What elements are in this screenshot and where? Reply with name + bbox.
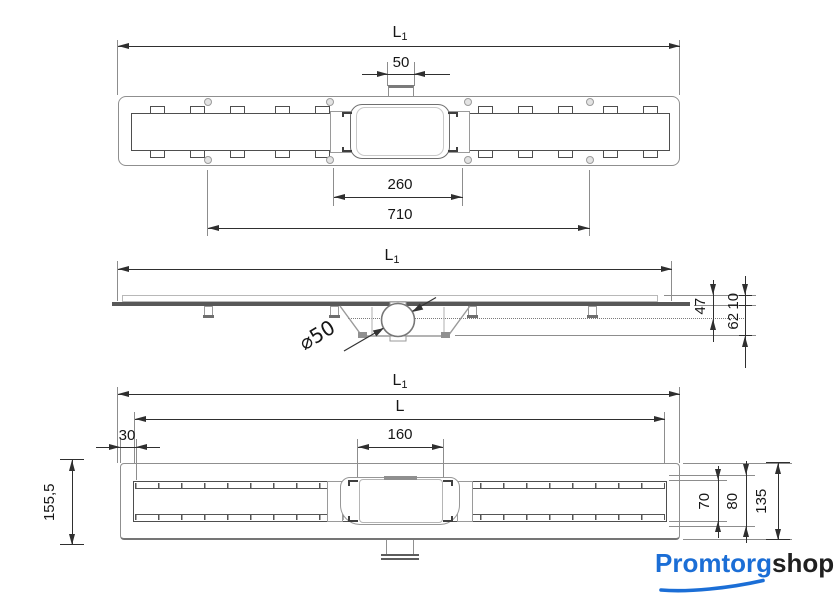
outlet-stub-bottom (386, 540, 414, 555)
clip (150, 106, 165, 114)
logo-swoosh (658, 578, 766, 594)
arrowhead (710, 319, 716, 330)
arrowhead (742, 284, 748, 295)
dim-l1-bottom (360, 372, 440, 391)
dim-l1-top (360, 24, 440, 43)
dimension-tick (739, 335, 752, 336)
dim-160: 160 (387, 426, 413, 443)
clamp-foot (358, 332, 367, 338)
extension-line (462, 168, 463, 206)
dim-l1-base: L (392, 24, 402, 41)
channel-left (131, 113, 343, 151)
foot-base (203, 315, 214, 318)
clip (230, 150, 245, 158)
dim-diameter-50: ⌀50 (294, 315, 340, 355)
dimension-line (72, 460, 73, 545)
arrowhead (743, 526, 749, 537)
siphon-housing-inner (356, 107, 444, 156)
clip (603, 106, 618, 114)
dim-l1-base: L (392, 372, 402, 389)
screw-hole (586, 156, 594, 164)
arrowhead (715, 469, 721, 480)
dimension-line (208, 228, 590, 229)
dim-710: 710 (387, 206, 413, 223)
clip (478, 106, 493, 114)
arrowhead (334, 194, 345, 200)
dim-l: L (395, 398, 405, 415)
screw-hole (326, 98, 334, 106)
extension-line (669, 475, 755, 476)
extension-line (117, 387, 118, 463)
dim-155-5: 155,5 (40, 483, 58, 522)
screw-hole (326, 156, 334, 164)
arrowhead (135, 416, 146, 422)
clip (558, 106, 573, 114)
dim-260: 260 (387, 176, 413, 193)
extension-line (679, 387, 680, 463)
clamp-mark (348, 480, 358, 486)
logo-text-promtorg: Promtorg (655, 548, 772, 578)
dim-10: 10 (724, 292, 742, 310)
dimension-line (118, 269, 672, 270)
dim-l1-sub: 1 (401, 31, 408, 43)
arrowhead (358, 444, 369, 450)
arrowhead (743, 464, 749, 475)
arrowhead (118, 391, 129, 397)
dim-l1-sub: 1 (401, 379, 408, 391)
dimension-line (135, 419, 665, 420)
arrowhead (377, 71, 388, 77)
screw-hole (586, 98, 594, 106)
clamp-mark (342, 147, 352, 152)
arrowhead (669, 391, 680, 397)
clip (275, 106, 290, 114)
arrowhead (208, 225, 219, 231)
clip (150, 150, 165, 158)
clip (190, 150, 205, 158)
screw-hole (464, 156, 472, 164)
dimension-line (118, 394, 680, 395)
arrowhead (69, 460, 75, 471)
dim-135: 135 (752, 488, 770, 514)
extension-line (589, 170, 590, 236)
outlet-pipe-circle (382, 304, 415, 337)
clip (643, 106, 658, 114)
clip (478, 150, 493, 158)
screw-hole (204, 156, 212, 164)
arrowhead (118, 43, 129, 49)
arrowhead (69, 534, 75, 545)
clip (518, 150, 533, 158)
screw-hole (204, 98, 212, 106)
arrowhead (775, 463, 781, 474)
clip (558, 150, 573, 158)
leader-arrowhead (373, 328, 384, 337)
dimension-line (362, 74, 450, 75)
arrowhead (118, 266, 129, 272)
clip (518, 106, 533, 114)
clamp-foot (441, 332, 450, 338)
clamp-mark (443, 516, 453, 522)
clamp-mark (443, 480, 453, 486)
clip (275, 150, 290, 158)
leader-arrowhead (412, 304, 423, 313)
logo-text-shop: shop (772, 548, 835, 578)
dim-47: 47 (691, 297, 709, 315)
dim-62: 62 (724, 312, 742, 330)
dim-30: 30 (118, 427, 136, 444)
screw-hole (464, 98, 472, 106)
clamp-mark (342, 112, 352, 117)
siphon-housing-inner (359, 479, 443, 523)
arrowhead (136, 444, 147, 450)
arrowhead (775, 529, 781, 540)
dim-l1-base: L (384, 247, 394, 264)
channel-right (458, 113, 670, 151)
clip (315, 106, 330, 114)
arrowhead (654, 416, 665, 422)
arrowhead (710, 284, 716, 295)
dimension-line (358, 447, 443, 448)
arrowhead (414, 71, 425, 77)
clip (230, 106, 245, 114)
dim-l1-side (352, 247, 432, 266)
arrowhead (109, 444, 120, 450)
clamp-mark (448, 112, 458, 117)
extension-line (455, 335, 756, 336)
arrowhead (715, 521, 721, 532)
clip (190, 106, 205, 114)
arrowhead (661, 266, 672, 272)
outlet-stub-line (381, 554, 419, 556)
arrowhead (742, 336, 748, 347)
dimension-line (118, 46, 680, 47)
dim-l1-sub: 1 (393, 254, 400, 266)
arrowhead (669, 43, 680, 49)
clamp-mark (348, 516, 358, 522)
arrowhead (432, 444, 443, 450)
dim-70: 70 (695, 492, 713, 510)
dimension-line (334, 197, 463, 198)
siphon-cap (384, 476, 417, 480)
clip (643, 150, 658, 158)
clamp-mark (448, 147, 458, 152)
arrowhead (451, 194, 462, 200)
arrowhead (578, 225, 589, 231)
extension-line (333, 168, 334, 206)
outlet-stub-line (381, 558, 419, 560)
clip (603, 150, 618, 158)
dim-50: 50 (392, 54, 410, 71)
dimension-line (96, 447, 160, 448)
promtorgshop-logo (655, 548, 835, 598)
dim-80: 80 (723, 492, 741, 510)
